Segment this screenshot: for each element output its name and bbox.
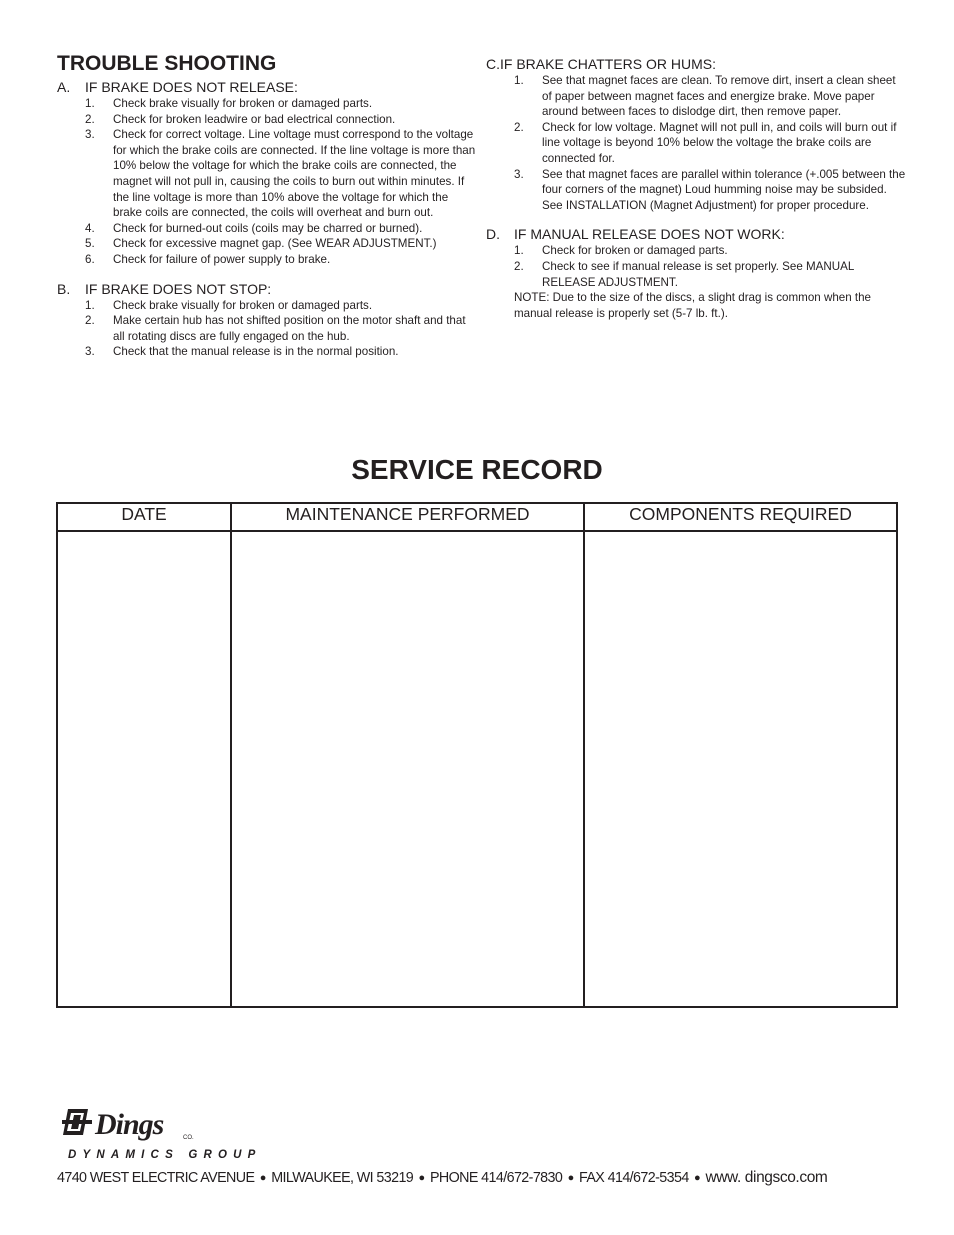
section-heading	[57, 281, 477, 298]
service-record-table	[56, 502, 898, 1008]
logo-wordmark: Dings	[95, 1108, 164, 1141]
item-number: 6.	[85, 252, 95, 266]
list-item	[57, 127, 477, 221]
section-heading-text: IF BRAKE CHATTERS OR HUMS:	[500, 56, 716, 72]
item-text: Check for broken or damaged parts.	[542, 244, 728, 258]
list-item	[486, 243, 906, 259]
section-d	[486, 226, 906, 321]
item-number: 3.	[514, 167, 524, 181]
section-items	[486, 243, 906, 290]
section-heading	[486, 56, 906, 73]
section-letter: A.	[57, 79, 71, 95]
section-letter: B.	[57, 280, 71, 297]
item-number: 1.	[514, 244, 524, 258]
list-item	[57, 252, 477, 268]
street-address: 4740 WEST ELECTRIC AVENUE	[57, 1170, 255, 1186]
item-number: 1.	[85, 298, 95, 312]
section-heading-text: IF BRAKE DOES NOT RELEASE:	[85, 79, 298, 95]
fax-number: FAX 414/672-5354	[579, 1170, 689, 1186]
list-item	[57, 236, 477, 252]
maintenance-column	[230, 504, 583, 1006]
item-text: Check to see if manual release is set properly. See MANUAL RELEASE ADJUSTMENT.	[542, 259, 854, 289]
dings-logo-icon	[62, 1106, 292, 1162]
item-number: 2.	[85, 314, 95, 328]
item-text: Make certain hub has not shifted position on the motor shaft and that all rotating discs are fully engaged on the hub.	[113, 314, 466, 343]
item-text: Check for correct voltage. Line voltage must correspond to the voltage for which the brake coils are connected. If the line voltage is more than 10% below the voltage for which the brake coils are connected, the magnet will not pull in, causing the coils to burn out within minutes. If the line voltage is more than 10% above the voltage for which the brake coils are connected, the coils will overheat and burn out.	[113, 128, 476, 220]
item-text: Check for broken leadwire or bad electrical connection.	[113, 112, 396, 126]
list-item	[486, 120, 906, 167]
section-items	[57, 298, 477, 360]
item-number: 1.	[85, 97, 95, 110]
dings-logo	[62, 1106, 292, 1162]
logo-co: CO.	[183, 1135, 194, 1141]
item-text: Check that the manual release is in the normal position.	[113, 345, 399, 359]
section-heading-text: IF MANUAL RELEASE DOES NOT WORK:	[514, 226, 785, 243]
section-b	[57, 281, 477, 360]
list-item	[486, 167, 906, 214]
bullet-separator: ●	[418, 1172, 425, 1184]
bullet-separator: ●	[567, 1172, 574, 1184]
section-letter: D.	[486, 226, 500, 243]
list-item	[57, 221, 477, 237]
date-column	[58, 504, 230, 1006]
item-number: 5.	[85, 237, 95, 251]
troubleshooting-title: TROUBLE SHOOTING	[57, 52, 277, 75]
section-items	[57, 96, 477, 268]
section-heading	[486, 226, 906, 243]
bullet-separator: ●	[259, 1172, 266, 1184]
city-state-zip: MILWAUKEE, WI 53219	[271, 1170, 414, 1186]
list-item	[486, 259, 906, 290]
section-heading-text: IF BRAKE DOES NOT STOP:	[85, 280, 272, 297]
right-column	[486, 56, 906, 321]
logo-subtitle: DYNAMICS GROUP	[68, 1149, 262, 1161]
item-text: See that magnet faces are clean. To remove dirt, insert a clean sheet of paper between magnet faces and energize brake. Move paper around between faces to dislodge dirt, then remove paper.	[542, 74, 896, 119]
website-link[interactable]: www. dingsco.com	[705, 1169, 828, 1186]
list-item	[57, 313, 477, 344]
footer-address-line	[57, 1169, 937, 1187]
item-number: 1.	[514, 74, 524, 87]
item-number: 3.	[85, 345, 95, 359]
section-heading	[57, 79, 477, 96]
components-column	[583, 504, 896, 1006]
section-a	[57, 79, 477, 268]
phone-number: PHONE 414/672-7830	[429, 1170, 563, 1186]
left-column	[57, 52, 477, 360]
item-number: 3.	[85, 128, 95, 142]
column-header-maintenance: MAINTENANCE PERFORMED	[232, 504, 583, 532]
list-item	[57, 96, 477, 112]
item-text: See that magnet faces are parallel within tolerance (+.005 between the four corners of the magnet) Loud humming noise may be subsided. See INSTALLATION (Magnet Adjustment) for proper procedure.	[542, 167, 906, 212]
column-header-components: COMPONENTS REQUIRED	[585, 504, 896, 532]
section-letter: C.	[486, 56, 500, 72]
list-item	[57, 298, 477, 314]
item-number: 4.	[85, 221, 95, 235]
item-text: Check for excessive magnet gap. (See WEAR ADJUSTMENT.)	[113, 237, 437, 251]
item-number: 2.	[85, 112, 95, 126]
list-item	[486, 73, 906, 120]
item-text: Check brake visually for broken or damaged parts.	[113, 97, 373, 110]
item-text: Check for burned-out coils (coils may be charred or burned).	[113, 221, 423, 235]
section-items	[486, 73, 906, 213]
item-number: 2.	[514, 120, 524, 134]
item-text: Check brake visually for broken or damaged parts.	[113, 298, 373, 312]
date-entry-area[interactable]	[58, 532, 230, 1006]
section-note: NOTE: Due to the size of the discs, a slight drag is common when the manual release is properly set (5-7 lb. ft.).	[514, 291, 871, 320]
list-item	[57, 344, 477, 360]
components-entry-area[interactable]	[585, 532, 896, 1006]
item-text: Check for low voltage. Magnet will not pull in, and coils will burn out if line voltage is beyond 10% below the voltage the brake coils are connected for.	[542, 120, 897, 165]
item-number: 2.	[514, 259, 524, 273]
column-header-date: DATE	[58, 504, 230, 532]
list-item	[57, 112, 477, 128]
section-c	[486, 56, 906, 213]
item-text: Check for failure of power supply to brake.	[113, 252, 331, 266]
bullet-separator: ●	[694, 1172, 701, 1184]
maintenance-entry-area[interactable]	[232, 532, 583, 1006]
service-record-title: SERVICE RECORD	[351, 454, 603, 485]
